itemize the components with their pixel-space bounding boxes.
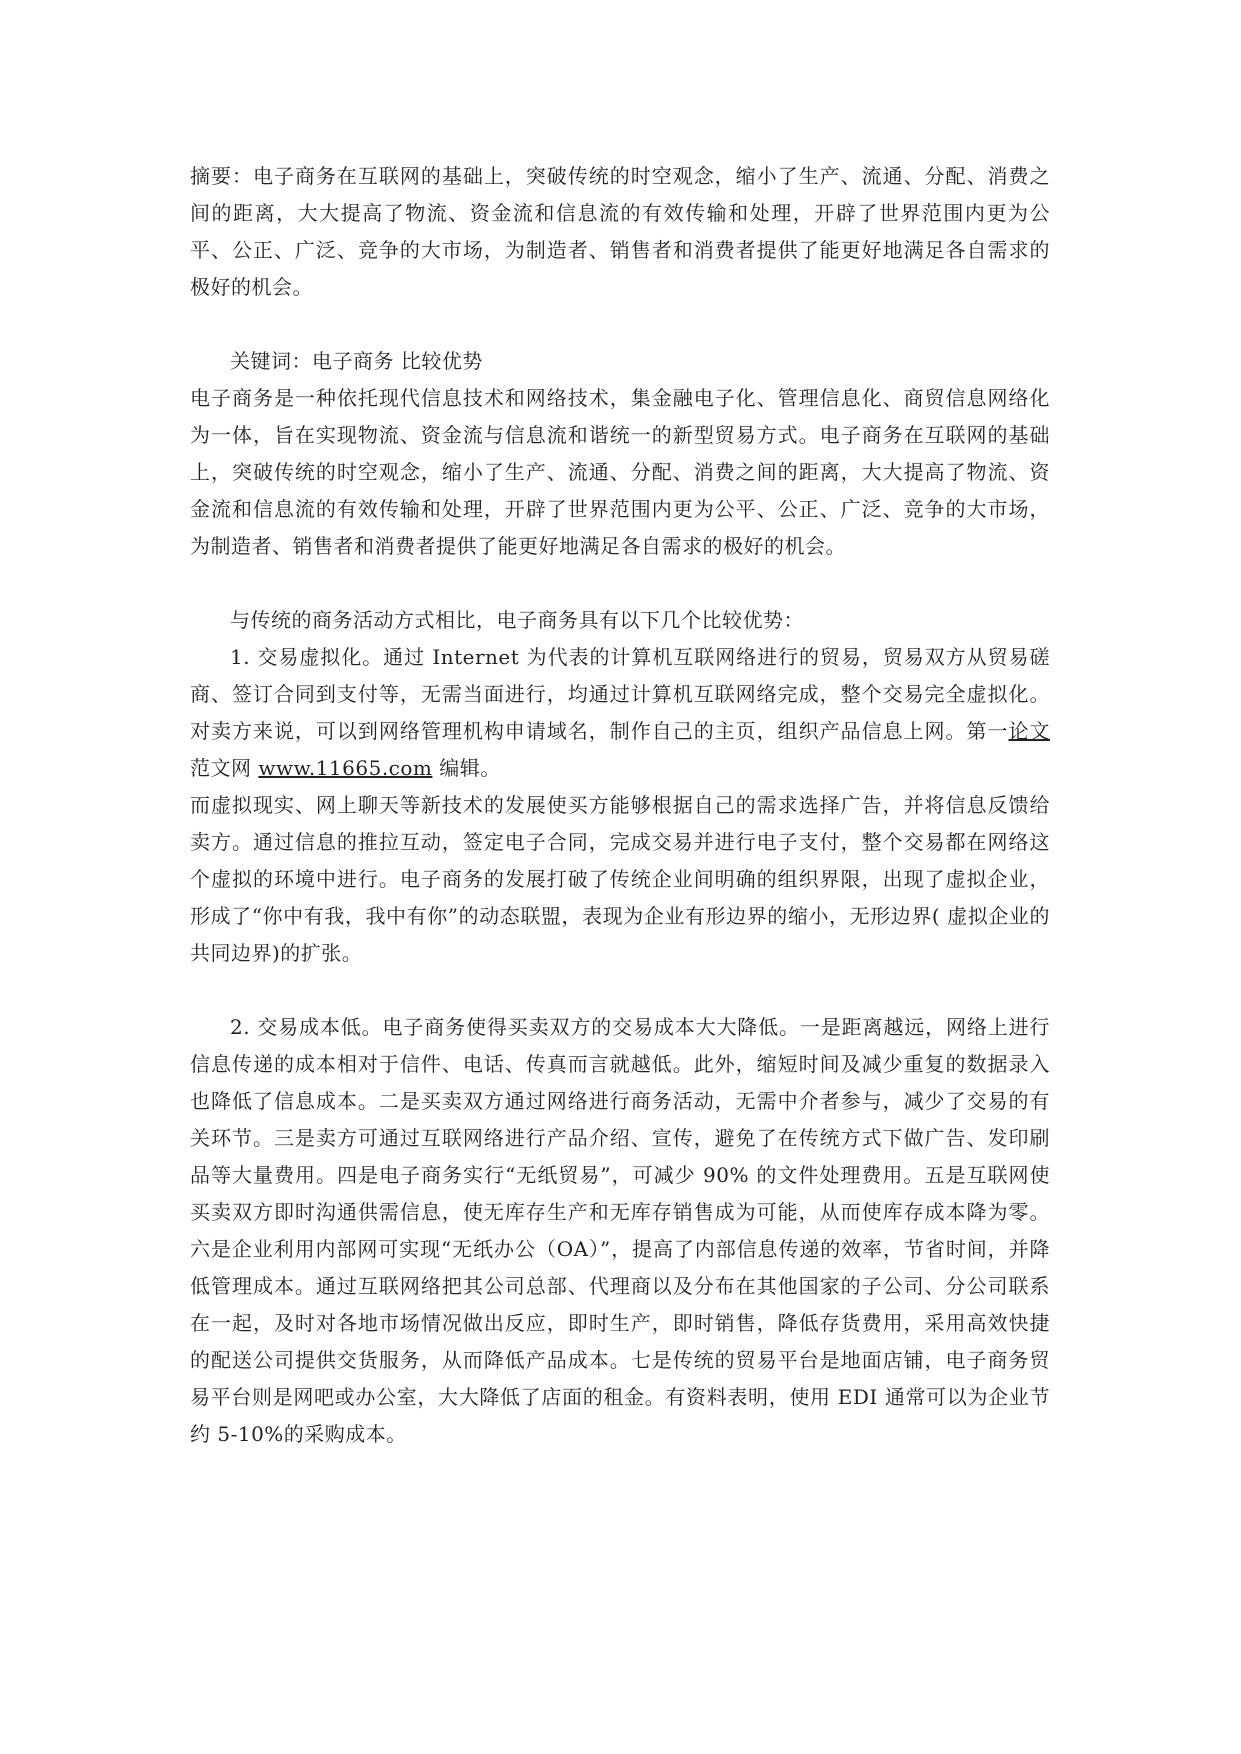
point-1-text-after: 编辑。 [432, 756, 501, 780]
intro-paragraph: 电子商务是一种依托现代信息技术和网络技术，集金融电子化、管理信息化、商贸信息网络化为一体，旨在实现物流、资金流与信息流和谐统一的新型贸易方式。电子商务在互联网的基础上，突破传统的时空观念，缩小了生产、流通、分配、消费之间的距离，大大提高了物流、资金流和信息流的有效传输和处理，开辟了世界范围内更为公平、公正、广泛、竞争的大市场，为制造者、销售者和消费者提供了能更好地满足各自需求的极好的机会。 [190, 386, 1050, 558]
abstract-paragraph: 摘要：电子商务在互联网的基础上，突破传统的时空观念，缩小了生产、流通、分配、消费之间的距离，大大提高了物流、资金流和信息流的有效传输和处理，开辟了世界范围内更为公平、公正、广泛、竞争的大市场，为制造者、销售者和消费者提供了能更好地满足各自需求的极好的机会。 [190, 164, 1050, 299]
keywords-paragraph: 关键词：电子商务 比较优势 [230, 349, 483, 373]
document-body [190, 158, 1050, 1453]
point-1-continuation-paragraph: 而虚拟现实、网上聊天等新技术的发展使买方能够根据自己的需求选择广告，并将信息反馈给卖方。通过信息的推拉互动，签定电子合同，完成交易并进行电子支付，整个交易都在网络这个虚拟的环境中进行。电子商务的发展打破了传统企业间明确的组织界限，出现了虚拟企业，形成了“你中有我，我中有你”的动态联盟，表现为企业有形边界的缩小，无形边界( 虚拟企业的共同边界)的扩张。 [190, 793, 1050, 965]
point-1-text-mid: 范文网 [190, 756, 259, 780]
lead-in-paragraph: 与传统的商务活动方式相比，电子商务具有以下几个比较优势： [230, 608, 804, 632]
point-1-paragraph [190, 639, 1050, 787]
point-1-text-before: 1. 交易虚拟化。通过 Internet 为代表的计算机互联网络进行的贸易，贸易双方从贸易磋商、签订合同到支付等，无需当面进行，均通过计算机互联网络完成，整个交易完全虚拟化。对卖方来说，可以到网络管理机构申请域名，制作自己的主页，组织产品信息上网。第一 [190, 645, 1050, 743]
lunwen-link[interactable]: 论文 [1008, 719, 1051, 743]
website-link[interactable]: www.11665.com [258, 756, 433, 780]
point-2-paragraph: 2. 交易成本低。电子商务使得买卖双方的交易成本大大降低。一是距离越远，网络上进行信息传递的成本相对于信件、电话、传真而言就越低。此外，缩短时间及减少重复的数据录入也降低了信息成本。二是买卖双方通过网络进行商务活动，无需中介者参与，减少了交易的有关环节。三是卖方可通过互联网络进行产品介绍、宣传，避免了在传统方式下做广告、发印刷品等大量费用。四是电子商务实行“无纸贸易”，可减少 90% 的文件处理费用。五是互联网使买卖双方即时沟通供需信息，使无库存生产和无库存销售成为可能，从而使库存成本降为零。六是企业利用内部网可实现“无纸办公（OA）”，提高了内部信息传递的效率，节省时间，并降低管理成本。通过互联网络把其公司总部、代理商以及分布在其他国家的子公司、分公司联系在一起，及时对各地市场情况做出反应，即时生产，即时销售，降低存货费用，采用高效快捷的配送公司提供交货服务，从而降低产品成本。七是传统的贸易平台是地面店铺，电子商务贸易平台则是网吧或办公室，大大降低了店面的租金。有资料表明，使用 EDI 通常可以为企业节约 5-10%的采购成本。 [190, 1015, 1050, 1446]
